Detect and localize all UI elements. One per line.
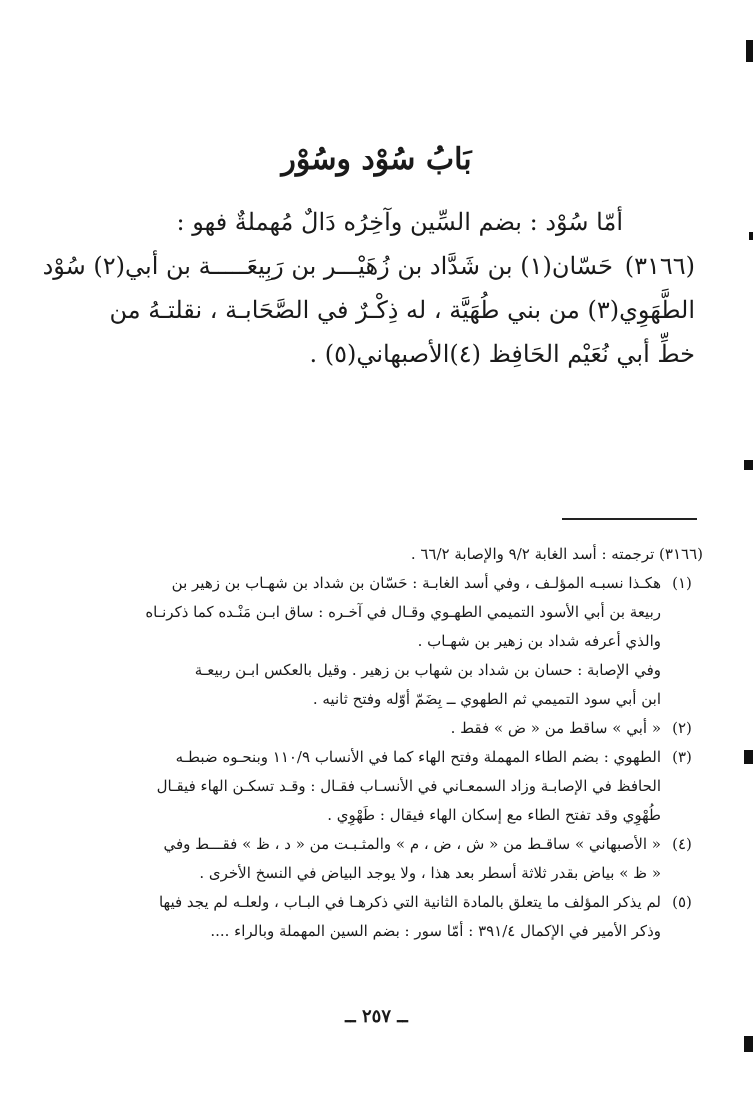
footnote-number: (١) — [672, 574, 692, 592]
footnote-line: « الأصبهاني » ساقـط من « ش ، ض ، م » والمثـبـت من « د ، ظ » فقـــط وفي — [163, 835, 661, 853]
entry-line-3: خطِّ أبي نُعَيْم الحَافِظ (٤)الأصبهاني(٥) . — [309, 340, 695, 368]
footnote-number: (٣) — [672, 748, 692, 766]
footnote-number: (٥) — [672, 893, 692, 911]
entry-3166 — [42, 244, 695, 376]
footnote-4 — [43, 830, 703, 888]
footnote-number: (٢) — [672, 719, 692, 737]
footnote-line: وذكر الأمير في الإكمال ٣٩١/٤ : أمّا سور : بضم السين المهملة وبالراء .... — [210, 922, 661, 940]
footnote-line: طُهْوِي وقد تفتح الطاء مع إسكان الهاء فيقال : طَهْوِي . — [327, 806, 661, 824]
scan-edge-mark — [749, 232, 753, 240]
footnote-line: ابن أبي سود التميمي ثم الطهوي ــ بِضَمّ أوّله وفتح ثانيه . — [312, 690, 661, 708]
chapter-title: بَابُ سُوْد وسُوْر — [281, 142, 472, 177]
footnote-line: « أبي » ساقط من « ض » فقط . — [450, 719, 661, 737]
footnote-line: ربيعة بن أبي الأسود التميمي الطهـوي وقـال في آخـره : ساق ابـن مَنْـده كما ذكرنـاه — [145, 603, 661, 621]
footnote-1 — [43, 569, 703, 714]
page-number: ــ ٢٥٧ ــ — [345, 1006, 408, 1027]
footnote-line: الطهوي : بضم الطاء المهملة وفتح الهاء كما في الأنساب ١١٠/٩ وبنحـوه ضبطـه — [175, 748, 661, 766]
scan-edge-mark — [744, 1036, 753, 1052]
footnote-2 — [43, 714, 703, 743]
footnote-separator — [562, 518, 697, 520]
footnote-5 — [43, 888, 703, 946]
footnote-line: « ظ » بياض بقدر ثلاثة أسطر بعد هذا ، ولا يوجد البياض في النسخ الأخرى . — [199, 864, 661, 882]
scan-edge-mark — [744, 460, 753, 470]
footnote-line: الحافظ في الإصابـة وزاد السمعـاني في الأنسـاب فقـال : وقـد تسكـن الهاء فيقـال — [156, 777, 661, 795]
footnote-number: (٤) — [672, 835, 692, 853]
footnote-line: والذي أعرفه شداد بن زهير بن شهـاب . — [417, 632, 661, 650]
scan-edge-mark — [744, 750, 753, 764]
footnotes — [43, 540, 703, 946]
footnote-line: هكـذا نسبـه المؤلـف ، وفي أسد الغابـة : حَسّان بن شداد بن شهـاب بن زهير بن — [171, 574, 661, 592]
footnote-head: (٣١٦٦) ترجمته : أسد الغابة ٩/٢ والإصابة ٦٦/٢ . — [410, 545, 703, 563]
entry-line-2: الطَّهَوِي(٣) من بني طُهَيَّة ، له ذِكْـرٌ في الصَّحَابـة ، نقلتـهُ من — [109, 296, 695, 324]
entry-line-1-text: حَسّان(١) بن شَدَّاد بن زُهَيْـــر بن رَبِيعَـــــة بن أبي(٢) سُوْد — [42, 252, 613, 280]
entry-line-1 — [42, 244, 695, 288]
entry-number: (٣١٦٦) — [624, 252, 695, 280]
footnote-line: لم يذكر المؤلف ما يتعلق بالمادة الثانية التي ذكرهـا في البـاب ، ولعلـه لم يجد فيها — [158, 893, 661, 911]
footnote-line: وفي الإصابة : حسان بن شداد بن شهاب بن زهير . وقيل بالعكس ابـن ربيعـة — [194, 661, 661, 679]
scan-edge-mark — [746, 40, 753, 62]
intro-text: أمّا سُوْد : بضم السِّين وآخِرُه دَالٌ مُهملةٌ فهو : — [176, 208, 623, 236]
footnote-3 — [43, 743, 703, 830]
